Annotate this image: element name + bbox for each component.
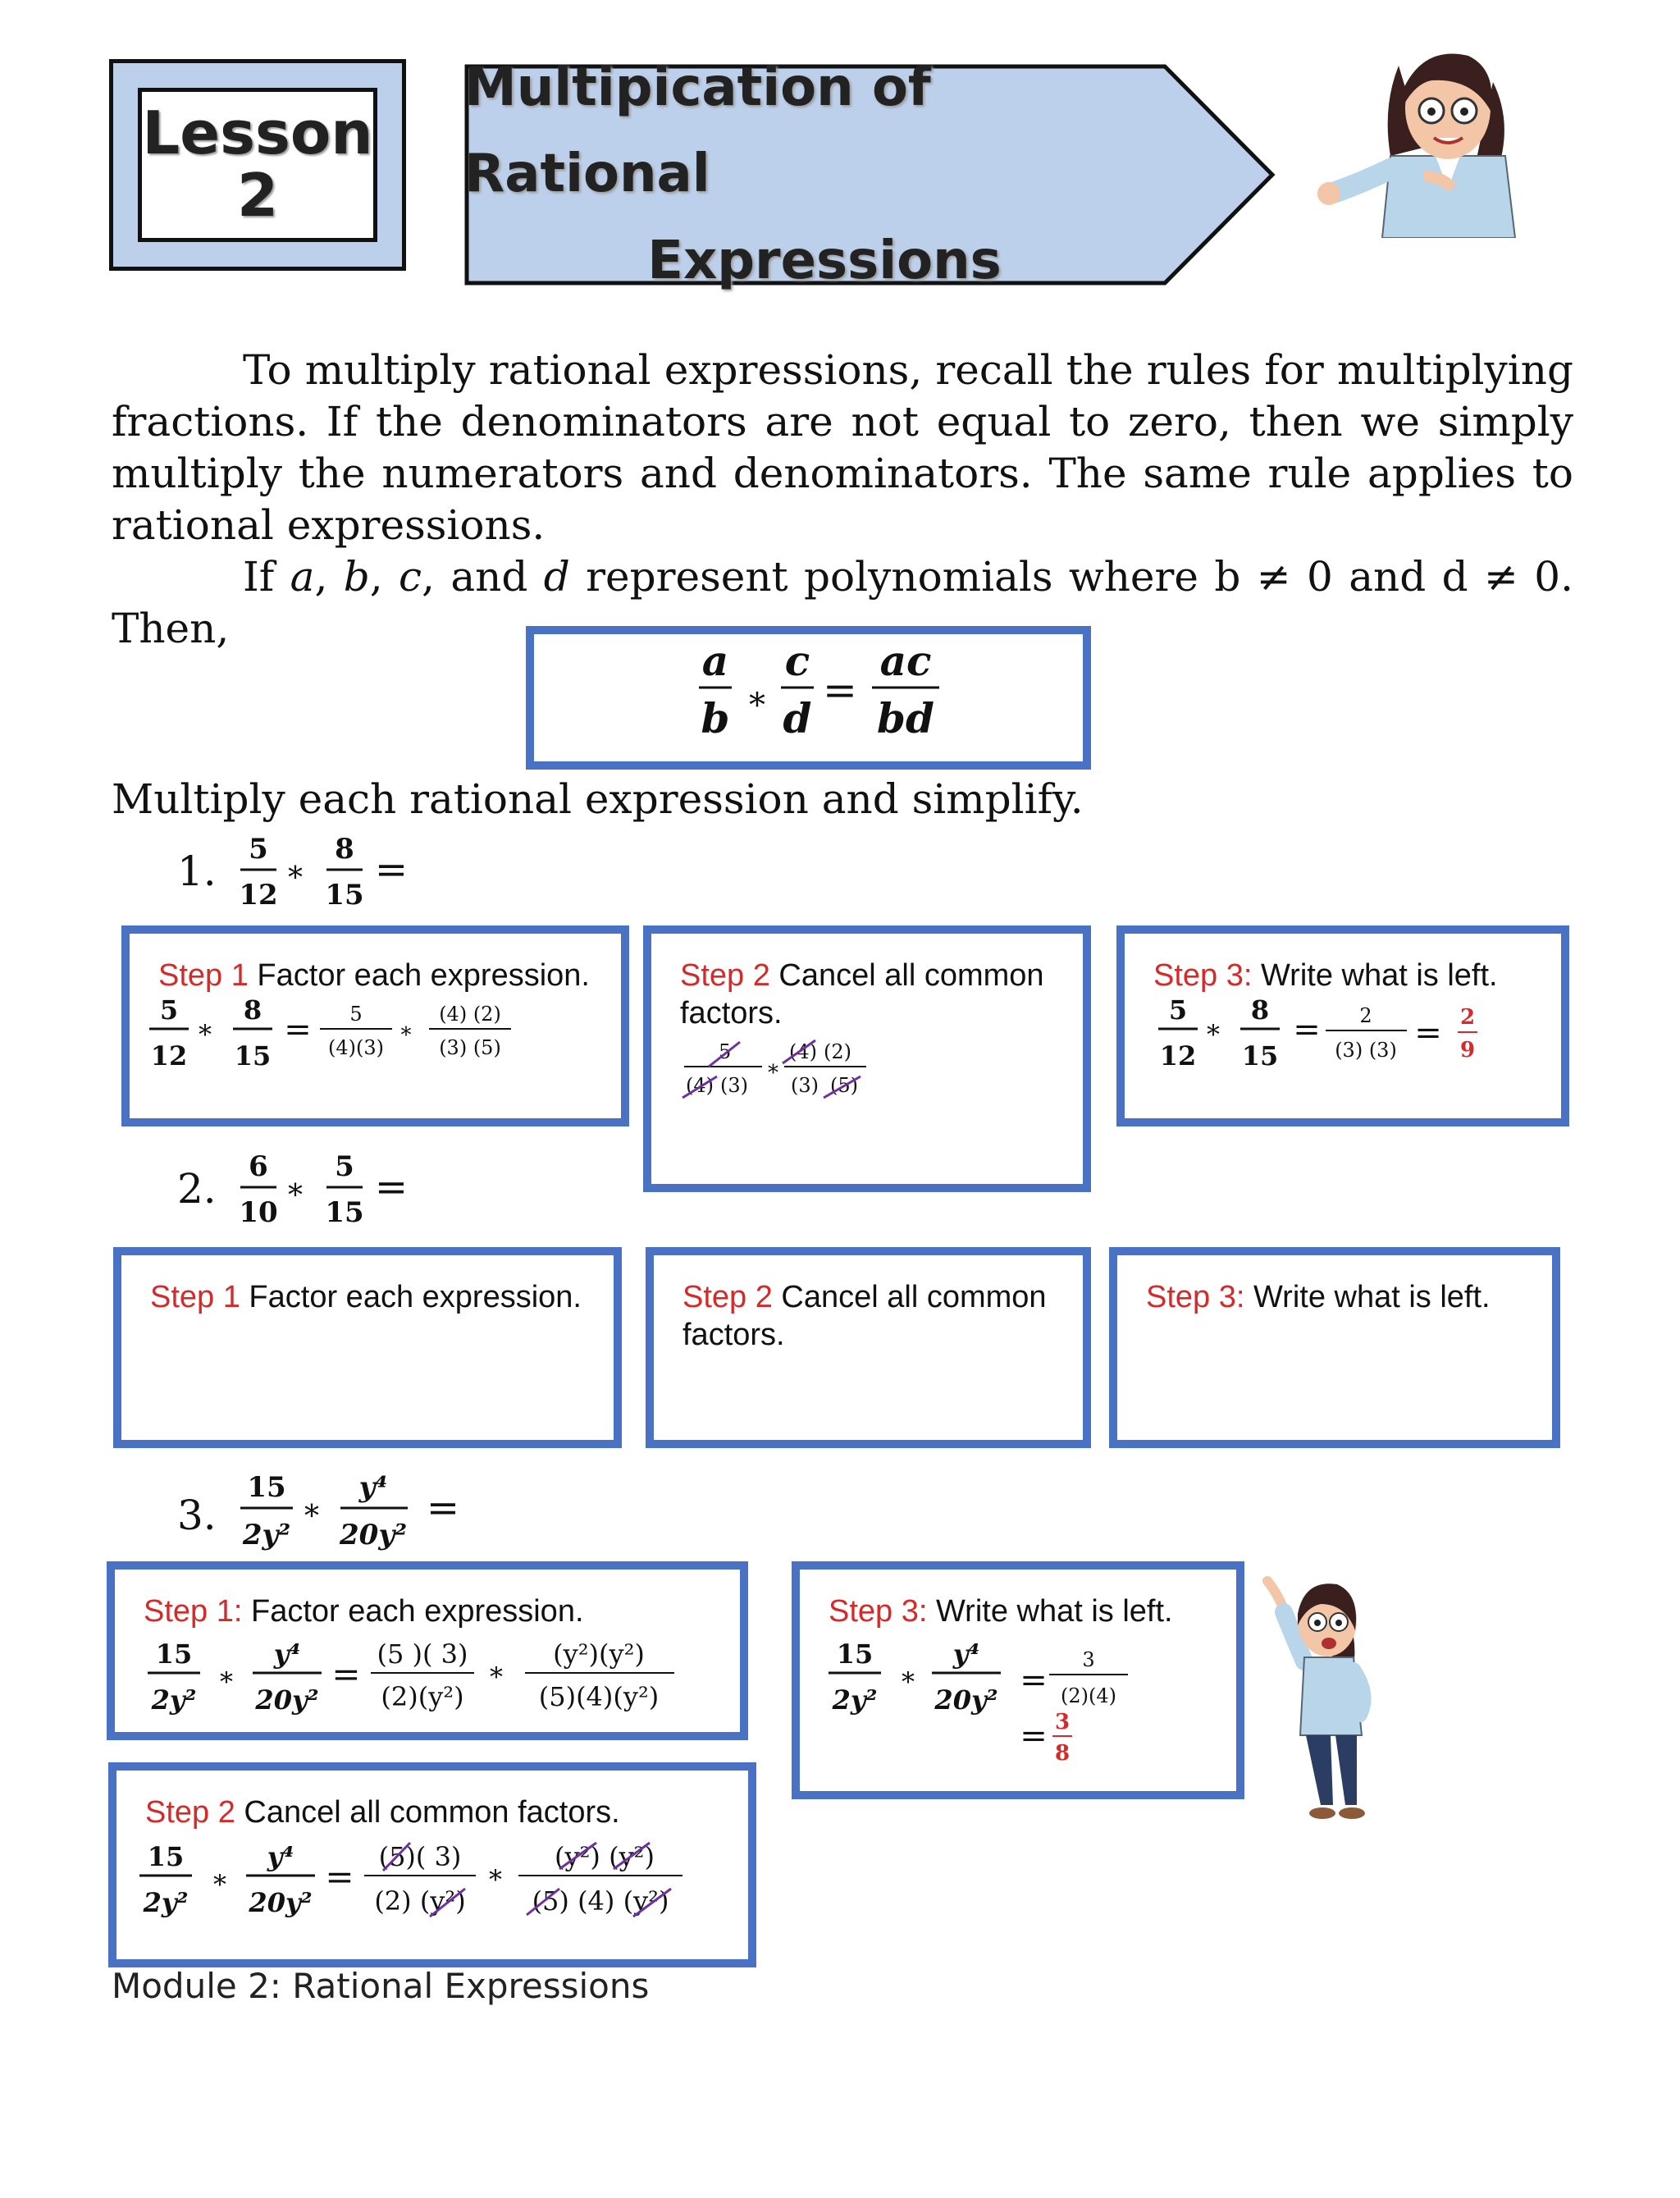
p3s2-n1: 15: [147, 1841, 185, 1872]
p3-step3-label: [829, 1593, 1173, 1630]
p3-d1: 2y²: [242, 1519, 291, 1551]
svg-text:=: =: [1020, 1661, 1048, 1699]
problem-3-step-1-box: [107, 1561, 748, 1740]
var-c: c: [399, 553, 422, 601]
svg-text:=: =: [1293, 1011, 1321, 1049]
p3-n1: 15: [247, 1471, 286, 1504]
p3s3-n2: y⁴: [952, 1638, 980, 1670]
intro-paragraph-1: To multiply rational expressions, recall the rules for multiplying fractions. If the denominators are not equal to zero, then we simply multiply the numerators and denominators. The same rule applies to rational expressions.: [112, 346, 1573, 549]
lesson-word: Lesson: [142, 98, 373, 168]
svg-text:*: *: [1207, 1019, 1220, 1050]
rule-d3: bd: [877, 694, 934, 743]
svg-text:*: *: [288, 1179, 303, 1213]
page-title: [464, 57, 1185, 291]
rule-box: [526, 626, 1091, 770]
p1-step1-word: Step 1: [158, 958, 249, 993]
p3s1-d2: 20y²: [255, 1684, 319, 1716]
p1-n1: 5: [249, 833, 268, 866]
p3-step1-label: [144, 1593, 584, 1630]
problem-2-number: 2.: [177, 1165, 217, 1213]
p1s2-fd1b: (3): [720, 1074, 748, 1097]
p1s2-fd2b: (5): [830, 1074, 858, 1097]
p3s1-n2: y⁴: [273, 1638, 301, 1670]
p1s2-fn1: 5: [719, 1040, 732, 1063]
p3-step2-text: Cancel all common factors.: [235, 1795, 620, 1830]
p3s1-n1: 15: [155, 1638, 193, 1670]
p2-step1-text: Factor each expression.: [240, 1280, 582, 1314]
problem-3-number: 3.: [177, 1492, 217, 1539]
p3s2-fn1: (5)( 3): [378, 1841, 462, 1872]
p1s1-fd1: (4)(3): [328, 1036, 384, 1059]
p1-step3-text: Write what is left.: [1252, 958, 1498, 993]
svg-text:*: *: [902, 1666, 915, 1698]
intro-sep-2: ,: [369, 553, 399, 601]
rule-times: *: [749, 687, 765, 724]
p1s2-fn2a: (4): [789, 1040, 817, 1063]
p1s3-answer-n: 2: [1459, 1005, 1476, 1030]
p2-n1: 6: [249, 1150, 268, 1183]
p3s1-fn1: (5 )( 3): [377, 1638, 468, 1670]
p3s2-n2: y⁴: [267, 1841, 294, 1872]
svg-text:=: =: [374, 847, 409, 893]
p1-step2-label-line2: factors.: [680, 996, 783, 1030]
p3s3-rn: 3: [1082, 1648, 1095, 1671]
p3-step2-label: [145, 1794, 620, 1831]
teacher-cheering-icon: [1255, 1571, 1386, 1830]
svg-text:*: *: [768, 1061, 778, 1085]
p1s3-n2: 8: [1250, 994, 1270, 1026]
svg-text:*: *: [288, 861, 303, 895]
p1s1-n1: 5: [159, 994, 179, 1026]
problem-2-step-3-box[interactable]: [1109, 1247, 1560, 1448]
p3-step1-word: Step 1:: [144, 1594, 243, 1629]
p1-step3-label: [1153, 957, 1498, 994]
p1-step1-text: Factor each expression.: [248, 958, 590, 993]
p3-n2: y⁴: [358, 1471, 388, 1504]
svg-text:*: *: [199, 1019, 212, 1050]
p1s2-fn2b: (2): [824, 1040, 851, 1063]
rule-equals: =: [823, 666, 857, 714]
p1s1-n2: 8: [243, 994, 262, 1026]
p1-step3-word: Step 3:: [1153, 958, 1253, 993]
p3s2-fd2: (5) (4) (y²): [532, 1885, 669, 1917]
p3-d2: 20y²: [340, 1519, 407, 1551]
p3-step1-math: [115, 1632, 740, 1730]
p3s1-fn2: (y²)(y²): [553, 1638, 645, 1670]
p3s2-d1: 2y²: [143, 1887, 189, 1918]
p3-step3-math: [800, 1632, 1236, 1788]
p3s3-rd: (2)(4): [1061, 1684, 1116, 1707]
p3s3-d1: 2y²: [832, 1684, 878, 1716]
svg-text:=: =: [374, 1164, 409, 1210]
problem-3-expression: [234, 1467, 472, 1561]
page-title-line1: Multipication of Rational: [464, 57, 931, 205]
svg-text:=: =: [426, 1485, 460, 1531]
p2-d1: 10: [239, 1196, 278, 1229]
rule-d1: b: [701, 694, 730, 743]
p3s3-d2: 20y²: [934, 1684, 998, 1716]
p3-step2-word: Step 2: [145, 1795, 235, 1830]
footer-module-label: Module 2: Rational Expressions: [112, 1966, 650, 2006]
instruction-text: Multiply each rational expression and simplify.: [112, 775, 1084, 823]
var-d: d: [543, 553, 570, 601]
p1s3-rd: (3) (3): [1335, 1039, 1397, 1062]
p1-step2-word: Step 2: [680, 958, 770, 993]
svg-text:*: *: [400, 1023, 412, 1048]
p3s2-d2: 20y²: [249, 1887, 313, 1918]
intro-text: [112, 345, 1573, 655]
problem-2-step-2-box[interactable]: [646, 1247, 1091, 1448]
intro-rest: represent polynomials where b ≠ 0 and d ≠ 0. Then,: [112, 553, 1573, 652]
svg-text:=: =: [284, 1011, 312, 1049]
intro-sep-1: ,: [314, 553, 344, 601]
p2-step2-word: Step 2: [682, 1280, 773, 1314]
problem-1-step-3-box: [1116, 925, 1569, 1126]
p2-step1-label: [150, 1278, 582, 1316]
p3s3-n1: 15: [836, 1638, 874, 1670]
rule-n3: ac: [879, 637, 932, 685]
p2-step3-word: Step 3:: [1146, 1280, 1245, 1314]
p2-step1-word: Step 1: [150, 1280, 240, 1314]
p2-d2: 15: [325, 1196, 364, 1229]
svg-text:=: =: [331, 1654, 361, 1694]
p2-step2-label-line2: factors.: [682, 1318, 785, 1352]
title-banner: [464, 57, 1276, 291]
lesson-number: 2: [236, 161, 279, 230]
lesson-badge: [109, 59, 406, 271]
svg-text:=: =: [1414, 1014, 1442, 1052]
p1-step2-label: [680, 957, 1044, 994]
p3s1-d1: 2y²: [151, 1684, 197, 1716]
p1s3-d1: 12: [1159, 1040, 1197, 1072]
p3-step3-text: Write what is left.: [927, 1594, 1173, 1629]
p3s1-fd1: (2)(y²): [381, 1681, 464, 1712]
var-a: a: [290, 553, 315, 601]
svg-text:*: *: [213, 1869, 226, 1900]
teacher-pointing-icon: [1300, 33, 1546, 238]
p3s3-answer-n: 3: [1054, 1710, 1071, 1734]
svg-text:=: =: [1020, 1717, 1048, 1755]
lesson-badge-inner: [138, 88, 377, 242]
p3s3-answer-d: 8: [1054, 1741, 1071, 1766]
problem-1-step-1-box: [121, 925, 629, 1126]
rule-formula: [534, 634, 1083, 761]
p1s2-fd2a: (3): [791, 1074, 819, 1097]
p2-step3-text: Write what is left.: [1244, 1280, 1491, 1314]
p1s3-rn: 2: [1359, 1004, 1372, 1027]
p1-n2: 8: [335, 833, 354, 866]
p2-n2: 5: [335, 1150, 354, 1183]
p3-step2-math: [116, 1833, 748, 1935]
p1s1-fd2: (3) (5): [439, 1036, 501, 1059]
p1s1-fn2: (4) (2): [439, 1003, 501, 1026]
svg-text:*: *: [304, 1500, 319, 1533]
p3s2-fd1: (2) (y²): [374, 1885, 466, 1917]
p1s3-d2: 15: [1241, 1040, 1279, 1072]
svg-text:*: *: [490, 1661, 503, 1693]
svg-text:*: *: [489, 1864, 502, 1895]
p2-step2-label: [682, 1278, 1047, 1316]
rule-n2: c: [784, 637, 810, 685]
p1-step1-label: [158, 957, 590, 994]
p1s1-d1: 12: [150, 1040, 188, 1072]
p3s1-fd2: (5)(4)(y²): [538, 1681, 660, 1712]
intro-if: If: [243, 553, 290, 601]
problem-1-step-2-box: [643, 925, 1091, 1192]
svg-text:*: *: [220, 1666, 233, 1698]
var-b: b: [343, 553, 370, 601]
rule-n1: a: [701, 637, 729, 685]
p1s2-fd1a: (4): [686, 1074, 714, 1097]
p1s1-fn1: 5: [349, 1003, 363, 1026]
problem-3-step-3-box: [792, 1561, 1244, 1799]
p3-step3-word: Step 3:: [829, 1594, 928, 1629]
p1s1-d2: 15: [234, 1040, 272, 1072]
problem-1-number: 1.: [177, 848, 217, 895]
p1-d2: 15: [325, 879, 364, 912]
problem-3-step-2-box: [108, 1762, 756, 1967]
p3-step1-text: Factor each expression.: [242, 1594, 584, 1629]
problem-1-expression: [234, 829, 414, 919]
p1-d1: 12: [239, 879, 278, 912]
p1-step2-math: [651, 1030, 1083, 1129]
p1-step2-text: Cancel all common: [769, 958, 1044, 993]
intro-sep-3: , and: [422, 553, 544, 601]
p2-step2-text: Cancel all common: [772, 1280, 1047, 1314]
page-title-line2: Expressions: [647, 230, 1002, 291]
p1s3-n1: 5: [1168, 994, 1188, 1026]
p3s2-fn2: (y²) (y²): [555, 1841, 655, 1872]
svg-text:=: =: [325, 1857, 354, 1897]
p1s3-answer-d: 9: [1459, 1038, 1476, 1062]
p2-step3-label: [1146, 1278, 1491, 1316]
p1-step3-math: [1125, 993, 1561, 1099]
p1-step1-math: [130, 993, 621, 1099]
problem-2-expression: [234, 1146, 414, 1236]
problem-2-step-1-box[interactable]: [113, 1247, 622, 1448]
rule-d2: d: [783, 694, 812, 743]
